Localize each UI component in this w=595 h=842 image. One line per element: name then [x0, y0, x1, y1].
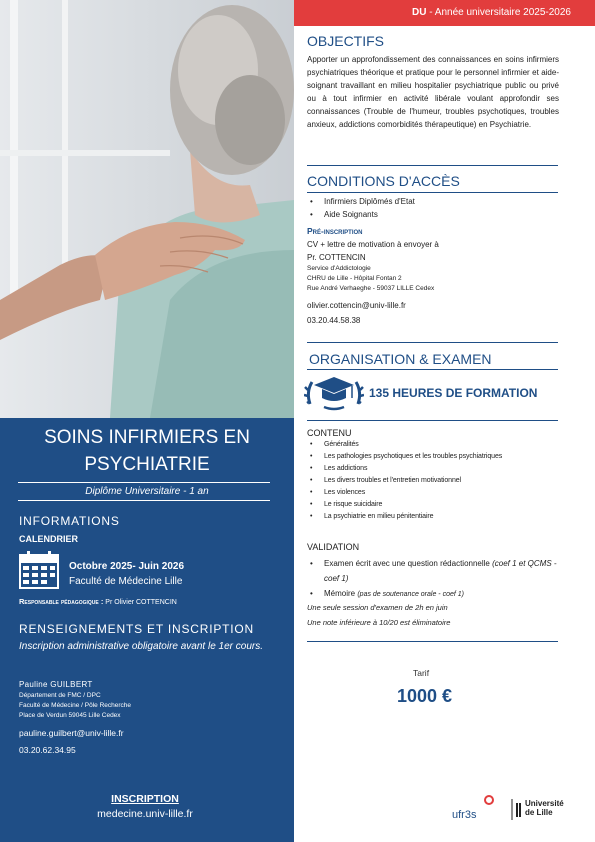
acces-heading: CONDITIONS D'ACCÈS [307, 173, 460, 189]
acces-phone: 03.20.44.58.38 [307, 316, 361, 325]
footer-logos [450, 794, 580, 822]
universite-logo-line-1: Université [525, 799, 564, 808]
responsable [19, 597, 177, 606]
acces-item: • Aide Soignants [324, 210, 378, 219]
ufr3s-logo-text: ufr3s [452, 809, 477, 821]
divider [307, 641, 558, 642]
calendar-place: Faculté de Médecine Lille [69, 576, 183, 587]
contenu-item: • Les addictions [324, 465, 367, 472]
validation-item-2-text: Mémoire [324, 589, 358, 598]
calendar-heading: CALENDRIER [19, 534, 79, 544]
contact-line-1: Département de FMC / DPC [19, 692, 101, 699]
contenu-heading: CONTENU [307, 428, 352, 438]
acces-item: • Infirmiers Diplômés d'Etat [324, 197, 415, 206]
validation-item-1 [324, 556, 560, 586]
calendar-icon [19, 551, 59, 589]
title-line-1: SOINS INFIRMIERS EN [44, 427, 250, 448]
preinscription-text: CV + lettre de motivation à envoyer à [307, 240, 439, 249]
informations-heading: INFORMATIONS [19, 514, 120, 528]
divider [307, 165, 558, 166]
preinscription-heading: Pré-inscription [307, 226, 363, 236]
preinscription-name: Pr. COTTENCIN [307, 253, 366, 262]
validation-note-1: Une seule session d'examen de 2h en juin [307, 603, 448, 612]
hero-photo [0, 0, 294, 418]
validation-item-2-detail: (pas de soutenance orale - coef 1) [357, 591, 464, 598]
title-line-2: PSYCHIATRIE [84, 454, 210, 475]
objectifs-heading: OBJECTIFS [307, 33, 385, 49]
top-banner [294, 0, 595, 26]
validation-heading: VALIDATION [307, 542, 360, 552]
universite-lille-logo [525, 799, 564, 817]
validation-note-2: Une note inférieure à 10/20 est éliminatoire [307, 618, 451, 627]
subtitle: Diplôme Universitaire - 1 an [85, 486, 209, 497]
contenu-item: • Les pathologies psychotiques et les troubles psychiatriques [324, 453, 502, 460]
renseignements-heading: RENSEIGNEMENTS ET INSCRIPTION [19, 622, 255, 636]
divider [307, 420, 558, 421]
validation-item-1-text: Examen écrit avec une question rédactionnelle [324, 559, 493, 568]
address-line-3: Rue André Verhaeghe - 59037 LILLE Cedex [307, 285, 435, 292]
contact-email[interactable]: pauline.guilbert@univ-lille.fr [19, 728, 124, 738]
contenu-item: • Généralités [324, 441, 359, 448]
responsable-label: Responsable pédagogique : [19, 597, 104, 606]
contact-line-3: Place de Verdun 59045 Lille Cedex [19, 712, 121, 719]
page-title [0, 424, 294, 478]
contact-phone: 03.20.62.34.95 [19, 745, 76, 755]
divider [18, 482, 270, 483]
hours-label: 135 HEURES DE FORMATION [369, 386, 538, 400]
objectifs-text: Apporter un approfondissement des connaissances en soins infirmiers psychiatriques théorique et pratique pour le personnel infirmier et aide-soignant travaillant en milieu hospitalier psychiatrique public ou privé ou à tout infirmier en activité libérale voulant approfondir ses connaissances (Trouble de l'humeur, troubles psychotiques, troubles anxieux, addictions comorbidités thérapeutique) en Psychiatrie. [307, 55, 559, 129]
responsable-name: Pr Olivier COTTENCIN [103, 599, 177, 606]
banner-prefix: DU [412, 7, 427, 18]
divider [18, 500, 270, 501]
divider [307, 342, 558, 343]
tarif-price: 1000 € [397, 686, 453, 706]
contenu-item: • Les divers troubles et l'entretien motivationnel [324, 477, 461, 484]
website-link[interactable]: medecine.univ-lille.fr [97, 808, 193, 820]
tarif-label: Tarif [413, 668, 430, 678]
universite-logo-line-2: de Lille [525, 808, 553, 817]
validation-item-1-detail: (coef 1 et QCMS - coef 1) [324, 559, 557, 583]
divider [307, 369, 558, 370]
organisation-heading: ORGANISATION & EXAMEN [309, 351, 492, 367]
address-line-1: Service d'Addictologie [307, 265, 371, 272]
contenu-item: • Le risque suicidaire [324, 501, 382, 508]
divider [307, 192, 558, 193]
acces-email[interactable]: olivier.cottencin@univ-lille.fr [307, 301, 406, 310]
validation-item-2 [324, 586, 464, 602]
contact-name: Pauline GUILBERT [19, 680, 93, 689]
address-line-2: CHRU de Lille - Hôpital Fontan 2 [307, 275, 402, 282]
banner-text: - Année universitaire 2025-2026 [426, 7, 571, 18]
calendar-dates: Octobre 2025- Juin 2026 [69, 561, 185, 572]
info-panel [0, 418, 294, 842]
contact-line-2: Faculté de Médecine / Pôle Recherche [19, 702, 132, 709]
contenu-item: • Les violences [324, 489, 365, 496]
caregiver-photo-illustration [0, 0, 294, 418]
inscription-note: Inscription administrative obligatoire avant le 1er cours. [19, 641, 264, 652]
graduation-cap-icon [304, 374, 364, 412]
inscription-link[interactable]: INSCRIPTION [111, 793, 179, 805]
contenu-item: • La psychiatrie en milieu pénitentiaire [324, 513, 433, 520]
